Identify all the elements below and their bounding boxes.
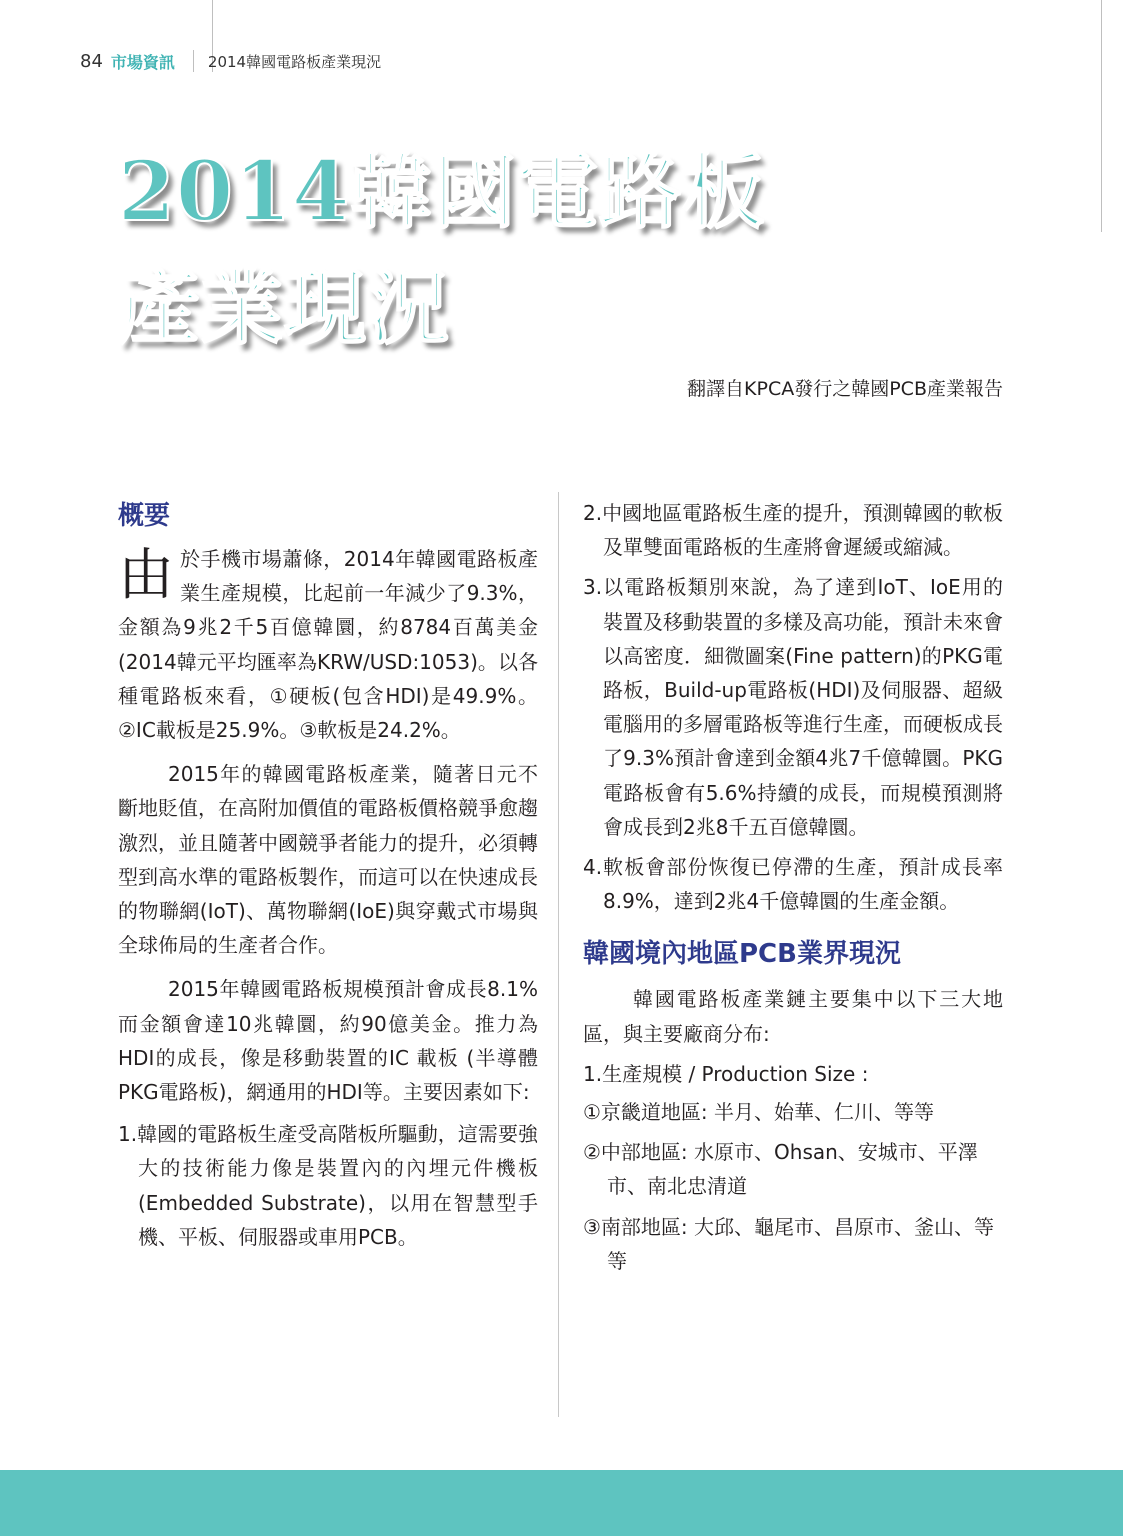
regional-status-heading: 韓國境內地區PCB業界現況 bbox=[583, 939, 901, 970]
section-name: 市場資訊 bbox=[110, 52, 175, 72]
running-title: 2014韓國電路板產業現況 bbox=[207, 52, 382, 71]
overview-heading: 概要 bbox=[118, 501, 171, 531]
left-column bbox=[118, 496, 538, 1260]
factor-list-continued bbox=[583, 496, 1003, 918]
overview-paragraph-1-text: 於手機市場蕭條，2014年韓國電路板產業生產規模，比起前一年減少了9.3%，金額為9兆2千5百億韓圜，約8784百萬美金(2014韓元平均匯率為KRW/USD:1053)。以各種電路板來看，①硬板(包含HDI)是49.9%。②IC載板是25.9%。③軟板是24.2%。 bbox=[118, 547, 538, 743]
region-item-2: ②中部地區: 水原市、Ohsan、安城市、平澤市、南北忠清道 bbox=[583, 1140, 978, 1199]
page-number: 84 bbox=[80, 50, 103, 72]
article-title bbox=[118, 134, 765, 366]
factor-item-1: 1.韓國的電路板生產受高階板所驅動，這需要強大的技術能力像是裝置內的內埋元件機板(Embedded Substrate)，以用在智慧型手機、平板、伺服器或車用PCB。 bbox=[118, 1122, 538, 1249]
region-list bbox=[583, 1095, 1003, 1278]
header-separator bbox=[193, 50, 194, 72]
factor-item-3: 3.以電路板類別來說，為了達到IoT、IoE用的裝置及移動裝置的多樣及高功能，預計未來會以高密度．細微圖案(Fine pattern)的PKG電路板，Build-up電路板(HDI)及伺服器、超級電腦用的多層電路板等進行生產，而硬板成長了9.3%預計會達到金額4兆7千億韓圜。PKG電路板會有5.6%持續的成長，而規模預測將會成長到2兆8千五百億韓圜。 bbox=[583, 575, 1003, 839]
byline: 翻譯自KPCA發行之韓國PCB產業報告 bbox=[687, 378, 1003, 400]
drop-cap: 由 bbox=[118, 543, 174, 608]
running-header bbox=[80, 49, 381, 73]
factor-list bbox=[118, 1117, 538, 1254]
region-item-3: ③南部地區: 大邱、龜尾市、昌原市、釜山、等等 bbox=[583, 1214, 995, 1273]
column-divider bbox=[558, 492, 559, 1417]
regional-paragraph: 韓國電路板產業鏈主要集中以下三大地區，與主要廠商分布: bbox=[583, 987, 1003, 1046]
overview-paragraph-2: 2015年的韓國電路板產業，隨著日元不斷地貶值，在高附加價值的電路板價格競爭愈趨激烈，並且隨著中國競爭者能力的提升，必須轉型到高水準的電路板製作，而這可以在快速成長的物聯網(IoT)、萬物聯網(IoE)與穿戴式市場與全球佈局的生產者合作。 bbox=[118, 762, 538, 958]
right-column bbox=[583, 496, 1003, 1284]
overview-paragraph-1 bbox=[118, 542, 538, 747]
factor-item-2: 2.中國地區電路板生產的提升，預測韓國的軟板及單雙面電路板的生產將會遲緩或縮減。 bbox=[583, 501, 1003, 560]
production-size-label: 1.生產規模 / Production Size : bbox=[583, 1061, 869, 1086]
footer-band bbox=[0, 1470, 1123, 1536]
overview-paragraph-3: 2015年韓國電路板規模預計會成長8.1%而金額會達10兆韓圜，約90億美金。推力為HDI的成長，像是移動裝置的IC 載板 (半導體PKG電路板)，網通用的HDI等。主要因素如下: bbox=[118, 977, 538, 1105]
article-title-line-2: 產業現況 bbox=[118, 260, 451, 356]
article-title-line-1: 2014韓國電路板 bbox=[118, 144, 766, 240]
region-item-1: ①京畿道地區: 半月、始華、仁川、等等 bbox=[583, 1100, 935, 1125]
factor-item-4: 4.軟板會部份恢復已停滯的生產，預計成長率8.9%，達到2兆4千億韓圜的生產金額。 bbox=[583, 855, 1003, 914]
margin-rule bbox=[1101, 0, 1102, 232]
